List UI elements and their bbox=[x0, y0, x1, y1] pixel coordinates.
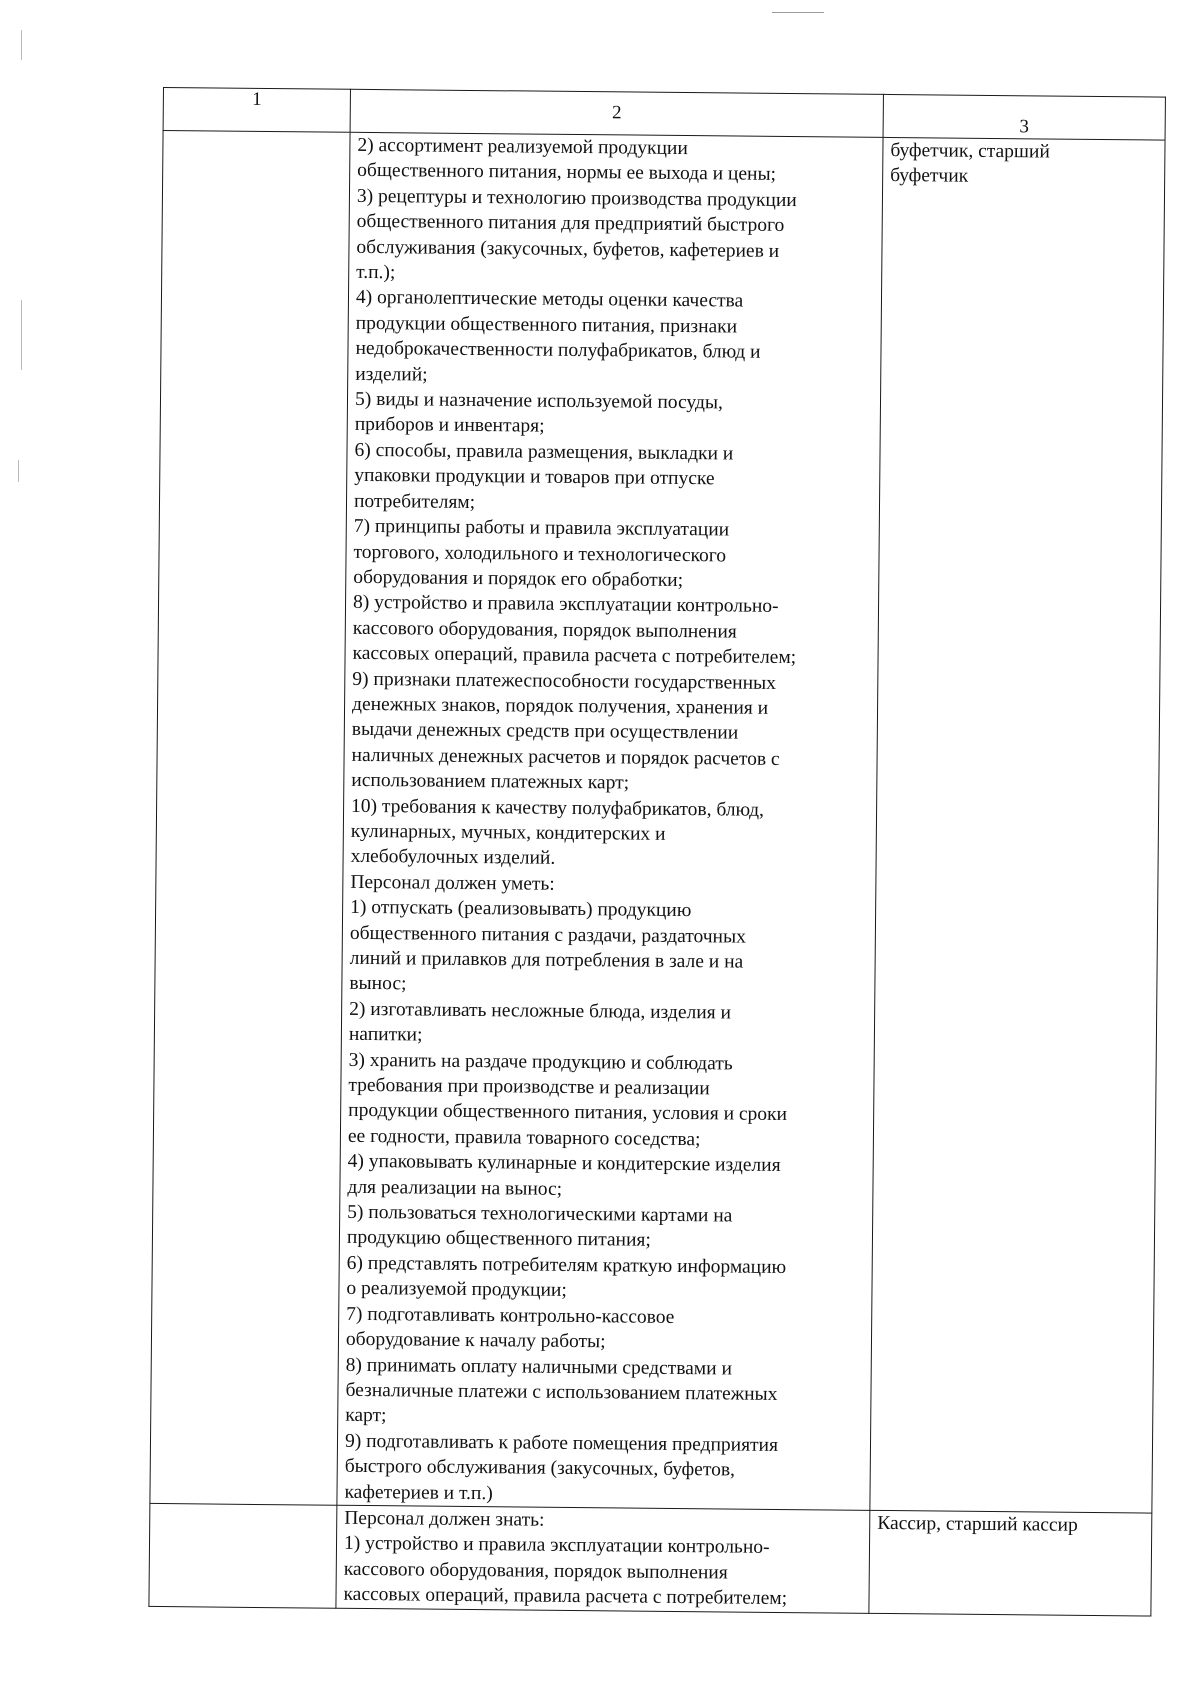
text-line: оборудование к началу работы; bbox=[345, 1328, 606, 1353]
text-line: 3) рецептуры и технологию производства продукции bbox=[356, 185, 797, 211]
text-line: изделий; bbox=[355, 363, 428, 386]
row-col3-text bbox=[877, 1511, 1145, 1539]
text-line: обслуживания (закусочных, буфетов, кафетериев и bbox=[356, 236, 780, 262]
text-line: Персонал должен уметь: bbox=[350, 871, 555, 895]
text-line: кафетериев и т.п.) bbox=[344, 1481, 493, 1504]
text-line: 5) виды и назначение используемой посуды, bbox=[354, 388, 724, 414]
text-line: для реализации на вынос; bbox=[347, 1176, 563, 1200]
scan-artifact-top-dash bbox=[772, 12, 824, 13]
text-line: приборов и инвентаря; bbox=[354, 414, 545, 438]
text-line: недоброкачественности полуфабрикатов, блюд и bbox=[355, 338, 761, 363]
row-col3-text bbox=[890, 138, 1158, 191]
text-line: 10) требования к качеству полуфабрикатов, блюд, bbox=[351, 795, 765, 821]
row-cell-col1 bbox=[149, 1503, 337, 1607]
row-cell-col2 bbox=[337, 132, 883, 1510]
text-line: кулинарных, мучных, кондитерских и bbox=[350, 820, 666, 845]
table-row bbox=[149, 1503, 1152, 1615]
text-line: использованием платежных карт; bbox=[351, 769, 630, 794]
text-line: 5) пользоваться технологическими картами на bbox=[347, 1201, 733, 1227]
row-cell-col3 bbox=[870, 137, 1165, 1513]
text-line: торгового, холодильного и технологического bbox=[353, 541, 727, 566]
header-col2-number: 2 bbox=[611, 102, 622, 124]
text-line: продукции общественного питания, признаки bbox=[355, 312, 738, 338]
text-line: кассовых операций, правила расчета с потребителем; bbox=[352, 642, 797, 669]
text-line: хлебобулочных изделий. bbox=[350, 846, 556, 870]
text-line: 8) устройство и правила эксплуатации контрольно- bbox=[352, 592, 779, 618]
table-row bbox=[150, 131, 1165, 1513]
text-line: 2) изготавливать несложные блюда, изделия и bbox=[349, 998, 732, 1024]
text-line: 1) отпускать (реализовывать) продукцию bbox=[350, 897, 692, 922]
text-line: буфетчик, старший bbox=[890, 139, 1050, 163]
row-cell-col3 bbox=[869, 1510, 1152, 1615]
text-line: Персонал должен знать: bbox=[344, 1507, 545, 1531]
text-line: напитки; bbox=[348, 1024, 423, 1046]
text-line: кассового оборудования, порядок выполнения bbox=[352, 617, 737, 643]
text-line: 4) упаковывать кулинарные и кондитерские изделия bbox=[347, 1151, 781, 1177]
text-line: общественного питания для предприятий быстрого bbox=[356, 211, 785, 237]
scan-artifact-margin-line bbox=[21, 30, 22, 60]
text-line: кассовых операций, правила расчета с потребителем; bbox=[343, 1583, 788, 1610]
text-line: продукцию общественного питания; bbox=[346, 1227, 651, 1252]
text-line: 9) подготавливать к работе помещения предприятия bbox=[344, 1430, 779, 1456]
text-line: потребителям; bbox=[353, 490, 476, 513]
text-line: кассового оборудования, порядок выполнения bbox=[343, 1558, 728, 1584]
text-line: буфетчик bbox=[890, 165, 969, 188]
text-line: наличных денежных расчетов и порядок расчетов с bbox=[351, 744, 780, 770]
text-line: о реализуемой продукции; bbox=[346, 1278, 567, 1302]
text-line: 2) ассортимент реализуемой продукции bbox=[357, 134, 688, 160]
text-line: денежных знаков, порядок получения, хранения и bbox=[351, 693, 769, 719]
text-line: т.п.); bbox=[356, 261, 396, 284]
text-line: общественного питания с раздачи, раздаточных bbox=[349, 922, 747, 948]
text-line: вынос; bbox=[349, 973, 407, 995]
document-table bbox=[148, 87, 1166, 1616]
scan-artifact-margin-line bbox=[18, 460, 19, 482]
scan-artifact-margin-line bbox=[21, 300, 22, 370]
text-line: 6) представлять потребителям краткую информацию bbox=[346, 1252, 787, 1278]
header-col1-number: 1 bbox=[252, 88, 262, 110]
text-line: общественного питания, нормы ее выхода и цены; bbox=[357, 160, 777, 186]
text-line: быстрого обслуживания (закусочных, буфетов, bbox=[344, 1455, 736, 1481]
text-line: 1) устройство и правила эксплуатации контрольно- bbox=[343, 1533, 770, 1559]
text-line: 9) признаки платежеспособности государственных bbox=[352, 668, 777, 694]
row-col2-text bbox=[343, 1506, 863, 1613]
text-line: оборудования и порядок его обработки; bbox=[353, 566, 684, 591]
text-line: выдачи денежных средств при осуществлении bbox=[351, 719, 739, 744]
header-col3-number: 3 bbox=[1019, 116, 1030, 138]
row-cell-col2 bbox=[336, 1505, 870, 1613]
text-line: линий и прилавков для потребления в зале и на bbox=[349, 947, 744, 973]
header-cell-col2 bbox=[350, 89, 883, 137]
text-line: 7) подготавливать контрольно-кассовое bbox=[346, 1303, 675, 1328]
text-line: 8) принимать оплату наличными средствами и bbox=[345, 1354, 733, 1380]
text-line: 6) способы, правила размещения, выкладки и bbox=[354, 439, 734, 465]
header-cell-col3 bbox=[883, 94, 1165, 140]
row-cell-col1 bbox=[150, 131, 350, 1506]
text-line: 7) принципы работы и правила эксплуатации bbox=[353, 515, 730, 541]
text-line: упаковки продукции и товаров при отпуске bbox=[354, 465, 715, 490]
text-line: Кассир, старший кассир bbox=[877, 1512, 1078, 1536]
header-cell-col1 bbox=[163, 88, 350, 133]
text-line: ее годности, правила товарного соседства; bbox=[347, 1125, 701, 1151]
text-line: безналичные платежи с использованием платежных bbox=[345, 1379, 778, 1405]
text-line: 4) органолептические методы оценки качества bbox=[355, 287, 744, 313]
text-line: продукции общественного питания, условия и сроки bbox=[348, 1100, 788, 1126]
text-line: требования при производстве и реализации bbox=[348, 1074, 710, 1100]
text-line: 3) хранить на раздаче продукцию и соблюдать bbox=[348, 1049, 733, 1075]
row-col2-text bbox=[344, 133, 876, 1510]
text-line: карт; bbox=[345, 1405, 387, 1427]
